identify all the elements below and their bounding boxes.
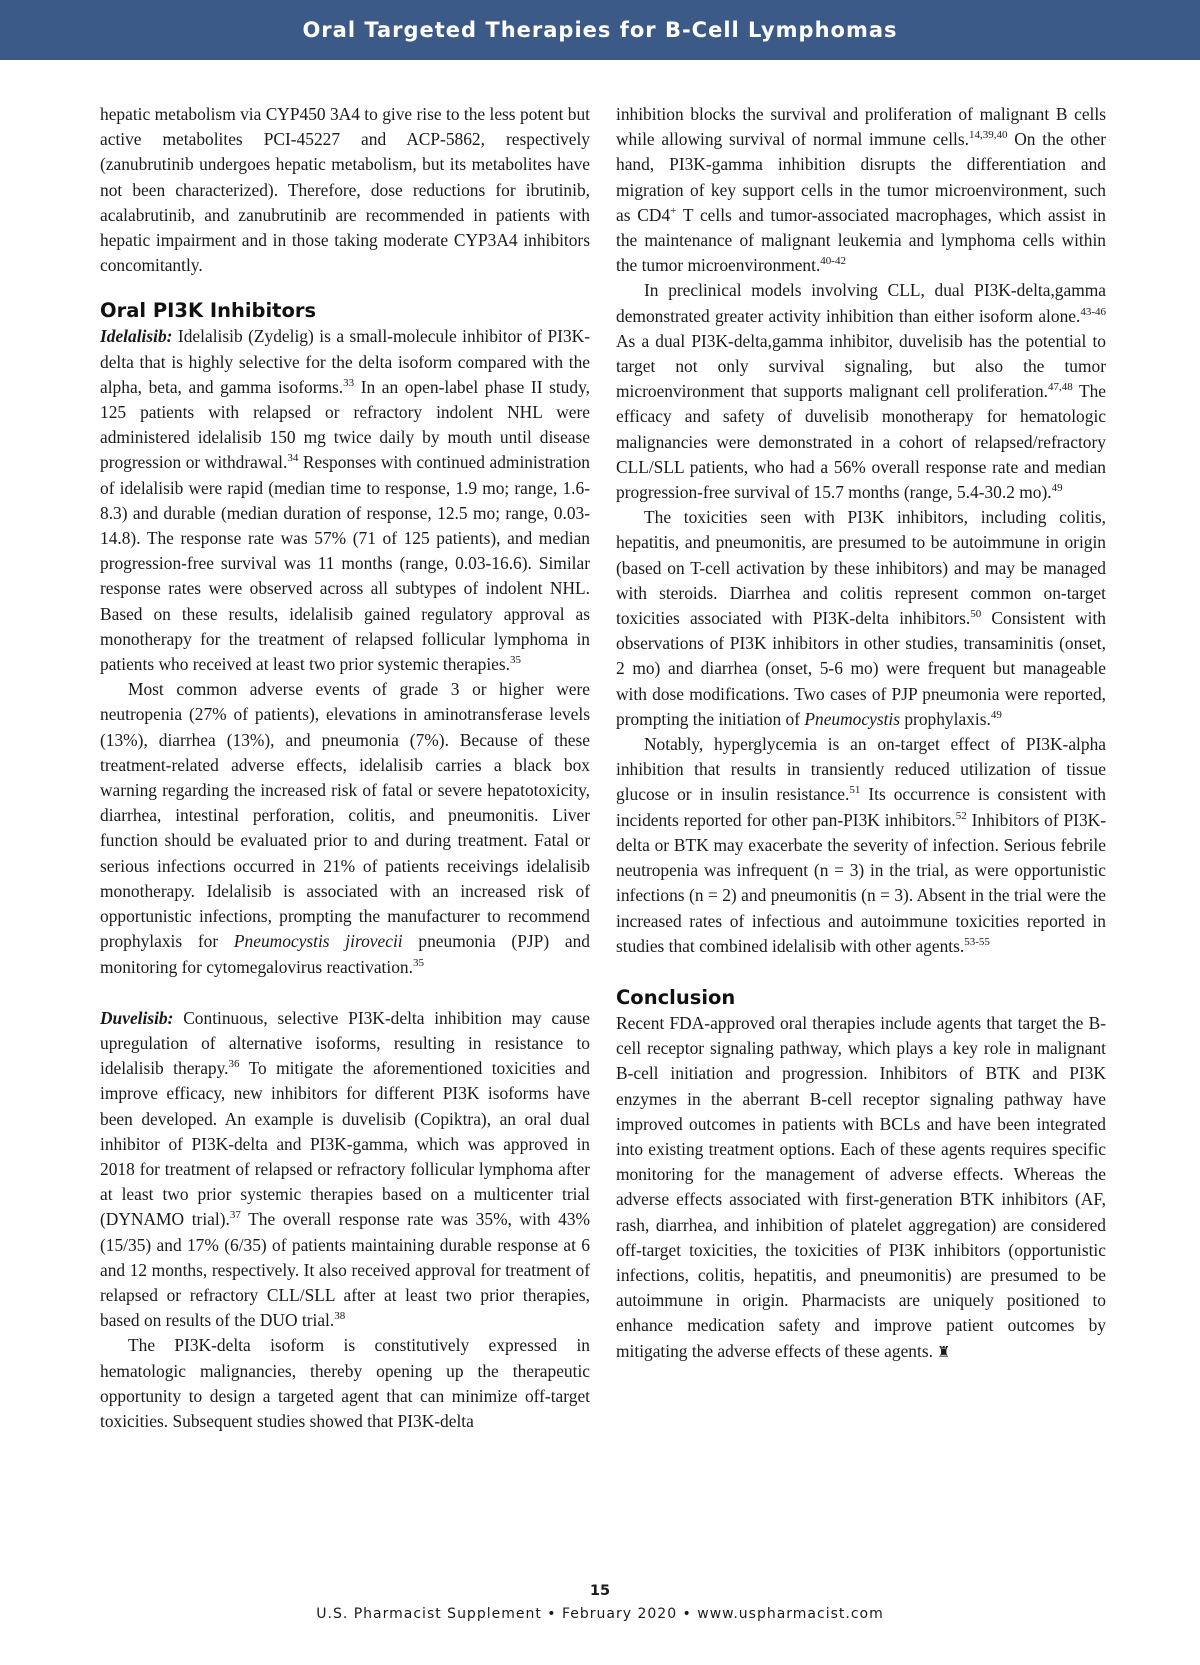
citation: 38 [334, 1310, 346, 1323]
paragraph: Most common adverse events of grade 3 or higher were neutropenia (27% of patients), elevations in aminotransferase levels (13%), diarrhea (13%), and pneumonia (7%). Because of these treatment-related adverse effects, idelalisib carries a black box warning regarding the increased risk of fatal or severe hepatotoxicity, diarrhea, intestinal perforation, colitis, and pneumonitis. Liver function should be evaluated prior to and during treatment. Fatal or serious infections occurred in 21% of patients receivings idelalisib monotherapy. Idelalisib is associated with an increased risk of opportunistic infections, prompting the manufacturer to recommend prophylaxis for Pneumocystis jirovecii pneumonia (PJP) and monitoring for cytomegalovirus reactivation.$^{35}$ [100, 679, 590, 977]
paragraph-duvelisib: Duvelisib: Continuous, selective PI3K-delta inhibition may cause upregulation of alternative isoforms, resulting in resistance to idelalisib therapy.$^{36}$ To mitigate the aforementioned toxicities and improve efficacy, new inhibitors for different PI3K isoforms have been developed. An example is duvelisib (Copiktra), an oral dual inhibitor of PI3K-delta and PI3K-gamma, which was approved in 2018 for treatment of relapsed or refractory follicular lymphoma after at least two prior systemic therapies based on a multicenter trial (DYNAMO trial).$^{37}$ The overall response rate was 35%, with 43% (15/35) and 17% (6/35) of patients maintaining durable response at 6 and 12 months, respectively. It also received approval for treatment of relapsed or refractory CLL/SLL after at least two prior therapies, based on results of the DUO trial.$^{38}$ [100, 1007, 590, 1331]
citation: 51 [849, 784, 861, 797]
citation: 37 [229, 1209, 241, 1222]
section-heading-pi3k: Oral PI3K Inhibitors [100, 299, 317, 323]
citation: 49 [1051, 482, 1063, 495]
citation: 40-42 [820, 255, 846, 268]
paragraph: The PI3K-delta isoform is constitutively expressed in hematologic malignancies, thereby opening up the therapeutic opportunity to design a targeted agent that can minimize off-target toxicities. Subsequent studies showed that PI3K-delta [100, 1335, 590, 1431]
paragraph: In preclinical models involving CLL, dual PI3K-delta,gamma demonstrated greater activity inhibition than either isoform alone.$^{43-46}$ As a dual PI3K-delta,gamma inhibitor, duvelisib has the potential to target not only survival signaling, but also the tumor microenvironment that supports malignant cell proliferation.$^{47,48}$ The efficacy and safety of duvelisib monotherapy for hematologic malignancies were demonstrated in a cohort of relapsed/refractory CLL/SLL patients, who had a 56% overall response rate and median progression-free survival of 15.7 months (range, 5.4-30.2 mo).$^{49}$ [616, 280, 1106, 503]
publication-footer: U.S. Pharmacist Supplement • February 2020 • www.uspharmacist.com [316, 1606, 884, 1622]
paragraph: The toxicities seen with PI3K inhibitors, including colitis, hepatitis, and pneumonitis, are presumed to be autoimmune in origin (based on T-cell activation by these inhibitors) and may be managed with steroids. Diarrhea and colitis represent common on-target toxicities associated with PI3K-delta inhibitors.$^{50}$ Consistent with observations of PI3K inhibitors in other studies, transaminitis (onset, 2 mo) and diarrhea (onset, 5-6 mo) were frequent but manageable with dose modifications. Two cases of PJP pneumonia were reported, prompting the initiation of Pneumocystis prophylaxis.$^{49}$ [616, 507, 1106, 729]
paragraph-conclusion: Recent FDA-approved oral therapies include agents that target the B-cell receptor signaling pathway, which plays a key role in malignant B-cell initiation and progression. Inhibitors of BTK and PI3K enzymes in the aberrant B-cell receptor signaling pathway have improved outcomes in patients with BCLs and have been integrated into existing treatment options. Each of these agents requires specific monitoring for the management of adverse effects. Whereas the adverse effects associated with first-generation BTK inhibitors (AF, rash, diarrhea, and inhibition of platelet aggregation) are considered off-target toxicities, the toxicities of PI3K inhibitors (opportunistic infections, colitis, hepatitis, and pneumonitis) are presumed to be autoimmune in origin. Pharmacists are uniquely positioned to enhance medication safety and improve patient outcomes by mitigating the adverse effects of these agents. ♜ [616, 1012, 1106, 1361]
section-heading-conclusion: Conclusion [616, 985, 736, 1009]
paragraph: Notably, hyperglycemia is an on-target effect of PI3K-alpha inhibition that results in transiently reduced utilization of tissue glucose or in insulin resistance.$^{51}$ Its occurrence is consistent with incidents reported for other pan-PI3K inhibitors.$^{52}$ Inhibitors of PI3K-delta or BTK may exacerbate the severity of infection. Serious febrile neutropenia was infrequent (n = 3) in the trial, as were opportunistic infections (n = 2) and pneumonitis (n = 3). Absent in the trial were the increased rates of infectious and autoimmune toxicities reported in studies that combined idelalisib with other agents.$^{53-55}$ [616, 734, 1106, 956]
citation: 14,39,40 [969, 129, 1008, 142]
citation: 47,48 [1048, 381, 1073, 394]
run-in-heading: Idelalisib: [100, 326, 173, 347]
header-banner [0, 0, 1200, 60]
citation: 35 [510, 654, 521, 667]
left-column [100, 102, 590, 1434]
right-column [616, 102, 1106, 1366]
citation: 43-46 [1080, 305, 1106, 318]
citation: 49 [990, 708, 1002, 721]
citation: 36 [228, 1058, 240, 1071]
paragraph: hepatic metabolism via CYP450 3A4 to give rise to the less potent but active metabolites PCI-45227 and ACP-5862, respectively (zanubrutinib undergoes hepatic metabolism, but its metabolites have not been characterized). Therefore, dose reductions for ibrutinib, acalabrutinib, and zanubrutinib are recommended in patients with hepatic impairment and in those taking moderate CYP3A4 inhibitors concomitantly. [100, 104, 590, 276]
citation: 50 [970, 608, 982, 621]
citation: 34 [287, 452, 299, 465]
run-in-heading: Duvelisib: [100, 1007, 174, 1028]
end-mark-icon: ♜ [936, 1344, 951, 1361]
paragraph-idelalisib: Idelalisib: Idelalisib (Zydelig) is a small-molecule inhibitor of PI3K-delta that is highly selective for the delta isoform compared with the alpha, beta, and gamma isoforms.$^{33}$ In an open-label phase II study, 125 patients with relapsed or refractory indolent NHL were administered idelalisib 150 mg twice daily by mouth until disease progression or withdrawal.$^{34}$ Responses with continued administration of idelalisib were rapid (median time to response, 1.9 mo; range, 1.6-8.3) and durable (median duration of response, 12.5 mo; range, 0.03-14.8). The response rate was 57% (71 of 125 patients), and median progression-free survival was 11 months (range, 0.03-16.6). Similar response rates were observed across all subtypes of indolent NHL. Based on these results, idelalisib gained regulatory approval as monotherapy for the treatment of relapsed follicular lymphoma in patients who received at least two prior systemic therapies.$^{35}$ [100, 326, 590, 675]
citation: 52 [955, 809, 967, 822]
citation: 53-55 [964, 935, 990, 948]
running-title: Oral Targeted Therapies for B-Cell Lymphomas [302, 18, 898, 42]
citation: 35 [412, 956, 424, 969]
citation: 33 [343, 376, 355, 389]
paragraph: inhibition blocks the survival and proliferation of malignant B cells while allowing survival of normal immune cells.$^{14,39,40}$ On the other hand, PI3K-gamma inhibition disrupts the differentiation and migration of key support cells in the tumor microenvironment, such as CD4+ T cells and tumor-associated macrophages, which assist in the maintenance of malignant leukemia and lymphoma cells within the tumor microenvironment.$^{40-42}$ [616, 104, 1106, 276]
page-number: 15 [589, 1583, 611, 1599]
